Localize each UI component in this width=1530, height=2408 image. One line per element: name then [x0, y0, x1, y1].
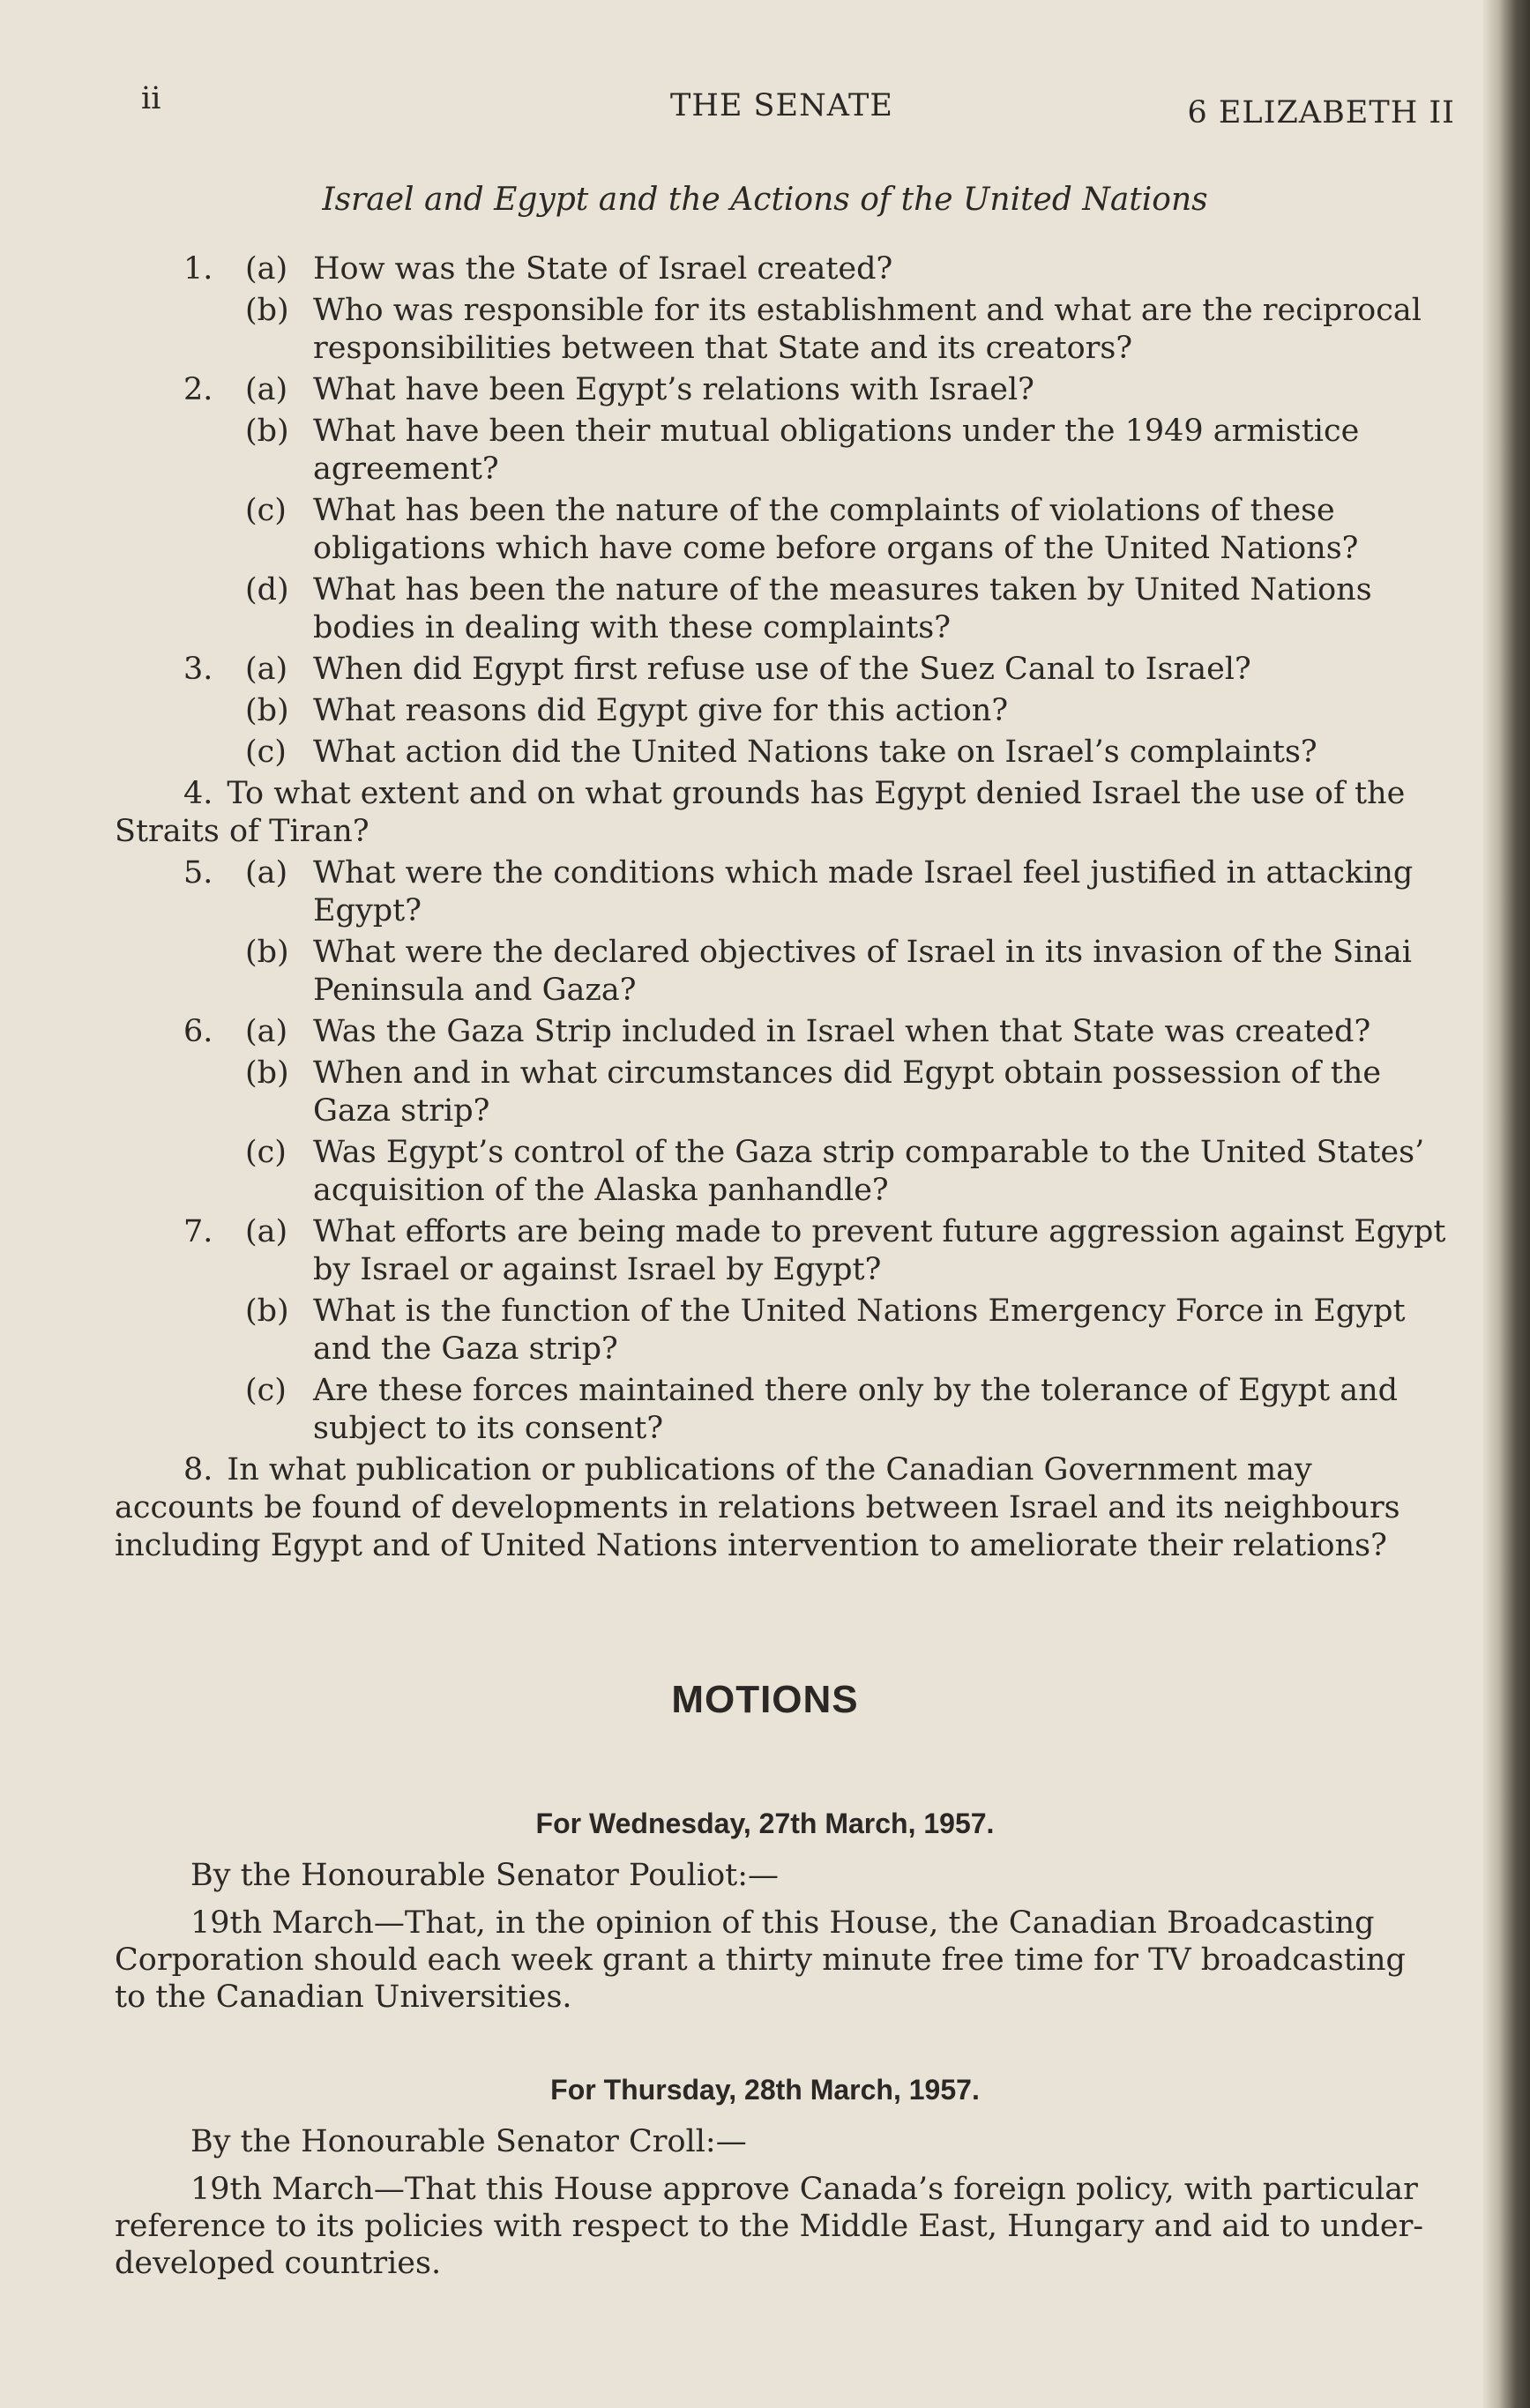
question-number: 1.: [183, 251, 213, 287]
page-header: [141, 81, 1455, 134]
part-text: Who was responsible for its establishment and what are the reciprocal responsibilities between that State and its creators?: [313, 293, 1422, 366]
part-label: (b): [245, 1293, 289, 1329]
part-text: What efforts are being made to prevent future aggression against Egypt by Israel or against Israel by Egypt?: [313, 1214, 1446, 1287]
part-text: What have been their mutual obligations under the 1949 armistice agreement?: [313, 414, 1360, 487]
motion-text: 19th March—That, in the opinion of this House, the Canadian Broadcasting Corporation should each week grant a thirty minute free time for TV broadcasting to the Canadian Universities.: [115, 1905, 1406, 2015]
part-text: What have been Egypt’s relations with Israel?: [313, 372, 1034, 407]
part-label: (b): [245, 293, 289, 328]
part-text: When did Egypt first refuse use of the Suez Canal to Israel?: [313, 652, 1251, 687]
part-label: (a): [245, 855, 288, 891]
question-number: 6.: [183, 1014, 213, 1049]
question-part: [115, 734, 1446, 772]
question-text: To what extent and on what grounds has Egypt denied Israel the use of the Straits of Tiran?: [115, 776, 1406, 849]
question-part: [115, 1293, 1446, 1368]
question-number: 7.: [183, 1214, 213, 1249]
question-number: 2.: [183, 372, 213, 407]
page-number: ii: [141, 81, 161, 116]
question-number: 3.: [183, 652, 213, 687]
part-text: Was Egypt’s control of the Gaza strip comparable to the United States’ acquisition of the Alaska panhandle?: [313, 1135, 1425, 1208]
question-part: [115, 250, 1446, 288]
part-text: Was the Gaza Strip included in Israel when that State was created?: [313, 1014, 1371, 1049]
part-label: (c): [245, 1135, 287, 1170]
part-text: What reasons did Egypt give for this action?: [313, 693, 1009, 728]
question-text: In what publication or publications of the Canadian Government may accounts be found of developments in relations between Israel and its neighbours including Egypt and of United Nations intervention to ameliorate their relations?: [115, 1452, 1400, 1563]
motion-sponsor: By the Honourable Senator Croll:—: [190, 2124, 747, 2159]
regnal-year: 6 ELIZABETH II: [1187, 95, 1455, 130]
part-label: (a): [245, 372, 288, 407]
part-label: (a): [245, 1014, 288, 1049]
part-text: What were the declared objectives of Israel in its invasion of the Sinai Peninsula and Gaza?: [313, 935, 1412, 1008]
part-text: What action did the United Nations take on Israel’s complaints?: [313, 734, 1317, 770]
motion-text: 19th March—That this House approve Canada’s foreign policy, with particular reference to its policies with respect to the Middle East, Hungary and aid to under-developed countries.: [115, 2172, 1424, 2281]
question-part: [115, 1055, 1446, 1130]
question-part: [115, 1372, 1446, 1448]
part-label: (b): [245, 1055, 289, 1091]
question-part: [115, 371, 1446, 409]
question-part: [115, 571, 1446, 647]
question-part: [115, 651, 1446, 689]
page-binding-shadow: [1481, 0, 1530, 2408]
part-label: (d): [245, 572, 289, 608]
question-part: [115, 1213, 1446, 1289]
section-title: Israel and Egypt and the Actions of the United Nations: [322, 182, 1208, 218]
question-part: [115, 292, 1446, 368]
question-part: [115, 692, 1446, 730]
motion-date: For Thursday, 28th March, 1957.: [550, 2074, 980, 2106]
running-title: THE SENATE: [670, 88, 893, 123]
motions-heading: MOTIONS: [671, 1678, 859, 1721]
part-text: Are these forces maintained there only by the tolerance of Egypt and subject to its consent?: [313, 1373, 1399, 1446]
question-item: [115, 775, 1446, 851]
part-label: (c): [245, 734, 287, 770]
question-part: [115, 413, 1446, 488]
part-label: (a): [245, 652, 288, 687]
question-number: 8.: [183, 1452, 213, 1487]
part-label: (c): [245, 1373, 287, 1408]
question-part: [115, 854, 1446, 930]
question-part: [115, 934, 1446, 1010]
question-number: 4.: [183, 776, 213, 811]
question-part: [115, 1134, 1446, 1210]
motion-sponsor: By the Honourable Senator Pouliot:—: [190, 1858, 779, 1893]
part-label: (a): [245, 1214, 288, 1249]
question-item: [115, 1451, 1446, 1565]
part-label: (b): [245, 693, 289, 728]
part-text: When and in what circumstances did Egypt obtain possession of the Gaza strip?: [313, 1055, 1382, 1129]
question-number: 5.: [183, 855, 213, 891]
part-label: (b): [245, 414, 289, 449]
part-text: What is the function of the United Nations Emergency Force in Egypt and the Gaza strip?: [313, 1293, 1406, 1367]
part-text: What has been the nature of the complaints of violations of these obligations which have come before organs of the United Nations?: [313, 493, 1359, 566]
question-list: [115, 250, 1446, 1569]
part-text: What were the conditions which made Israel feel justified in attacking Egypt?: [313, 855, 1414, 928]
question-part: [115, 1013, 1446, 1051]
part-text: What has been the nature of the measures taken by United Nations bodies in dealing with these complaints?: [313, 572, 1372, 645]
part-label: (b): [245, 935, 289, 970]
part-label: (a): [245, 251, 288, 287]
part-text: How was the State of Israel created?: [313, 251, 893, 287]
part-label: (c): [245, 493, 287, 528]
motion-date: For Wednesday, 27th March, 1957.: [535, 1808, 995, 1839]
question-part: [115, 492, 1446, 568]
